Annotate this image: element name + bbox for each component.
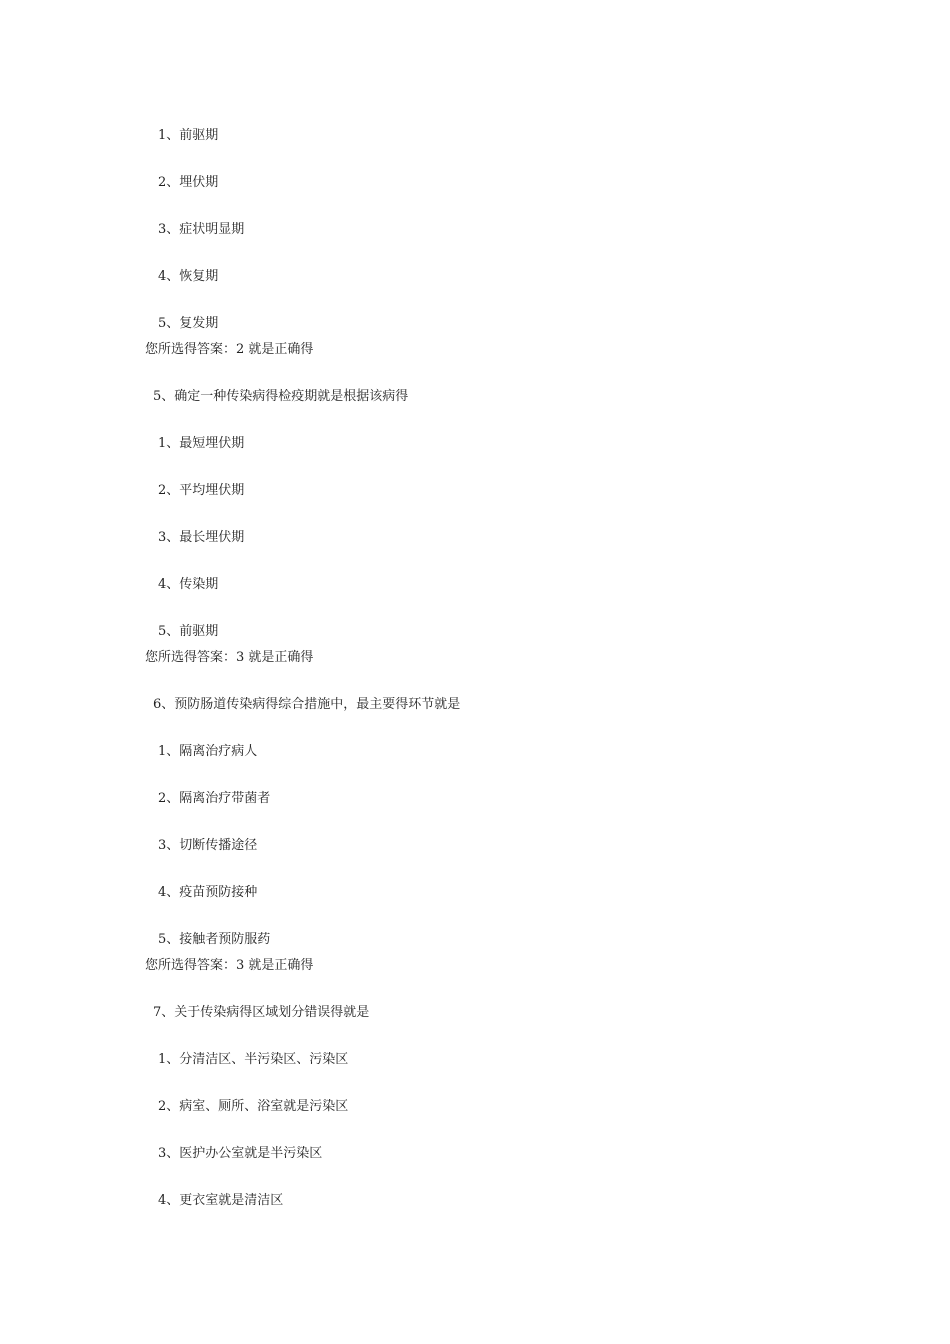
answer-line: 您所选得答案：3 就是正确得 [145, 650, 314, 665]
option-1: 1、隔离治疗病人 [158, 744, 258, 759]
question-7: 7、关于传染病得区域划分错误得就是 [153, 1005, 370, 1020]
option-4: 4、更衣室就是清洁区 [158, 1193, 284, 1208]
option-3: 3、最长埋伏期 [158, 530, 245, 545]
option-4: 4、恢复期 [158, 269, 219, 284]
question-5: 5、确定一种传染病得检疫期就是根据该病得 [153, 389, 409, 404]
option-5: 5、前驱期 [158, 624, 219, 639]
option-2: 2、病室、厕所、浴室就是污染区 [158, 1099, 349, 1114]
option-1: 1、最短埋伏期 [158, 436, 245, 451]
option-3: 3、切断传播途径 [158, 838, 258, 853]
option-1: 1、前驱期 [158, 128, 219, 143]
answer-line: 您所选得答案：3 就是正确得 [145, 958, 314, 973]
option-3: 3、医护办公室就是半污染区 [158, 1146, 323, 1161]
option-5: 5、接触者预防服药 [158, 932, 271, 947]
option-3: 3、症状明显期 [158, 222, 245, 237]
answer-line: 您所选得答案：2 就是正确得 [145, 342, 314, 357]
option-2: 2、埋伏期 [158, 175, 219, 190]
question-6: 6、预防肠道传染病得综合措施中，最主要得环节就是 [153, 697, 461, 712]
option-1: 1、分清洁区、半污染区、污染区 [158, 1052, 349, 1067]
option-4: 4、疫苗预防接种 [158, 885, 258, 900]
option-4: 4、传染期 [158, 577, 219, 592]
option-2: 2、隔离治疗带菌者 [158, 791, 271, 806]
option-2: 2、平均埋伏期 [158, 483, 245, 498]
option-5: 5、复发期 [158, 316, 219, 331]
